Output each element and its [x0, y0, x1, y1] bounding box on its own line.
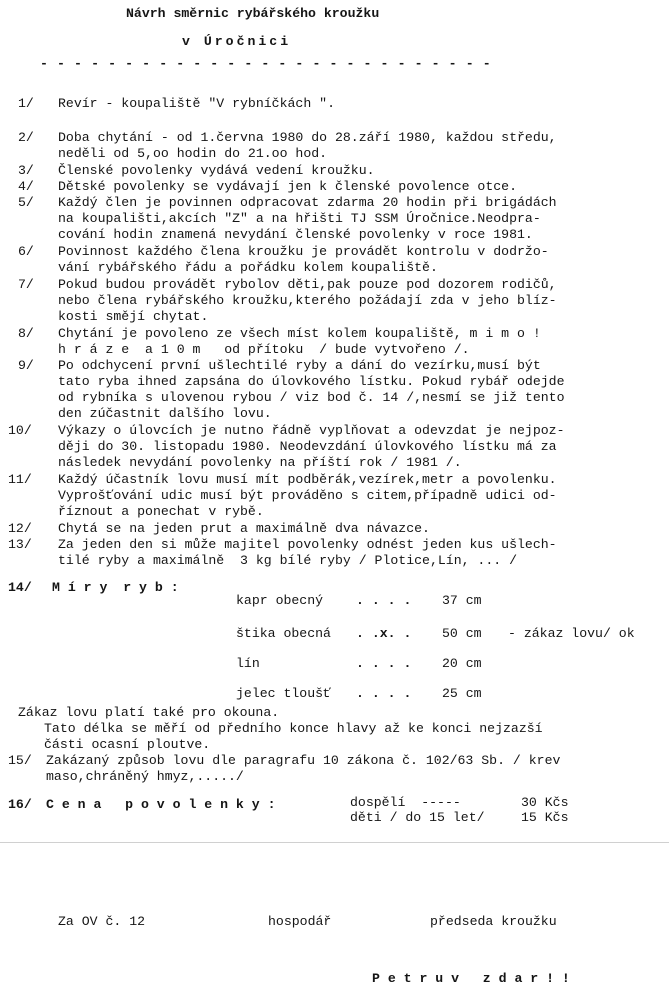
item-number: 7/	[18, 277, 34, 292]
item-line: Chytání je povoleno ze všech míst kolem koupaliště, m i m o !	[58, 326, 541, 341]
item-number: 3/	[18, 163, 34, 178]
item-number: 4/	[18, 179, 34, 194]
closing-greeting: P e t r u v z d a r ! !	[372, 971, 570, 986]
fish-name: jelec tloušť	[236, 686, 331, 701]
item-line: Každý účastník lovu musí mít podběrák,vezírek,metr a povolenku.	[58, 472, 557, 487]
item-line: den zúčastnit dalšího lovu.	[58, 406, 272, 421]
item-line: maso,chráněný hmyz,...../	[46, 769, 244, 784]
item-line: Chytá se na jeden prut a maximálně dva návazce.	[58, 521, 430, 536]
item-line: Za jeden den si může majitel povolenky odnést jeden kus ušlech-	[58, 537, 557, 552]
item-line: na koupališti,akcích "Z" a na hřišti TJ SSM Úročnice.Neodpra-	[58, 211, 541, 226]
item-line: kosti smějí chytat.	[58, 309, 209, 324]
item-number: 8/	[18, 326, 34, 341]
item-line: Každý člen je povinnen odpracovat zdarma 20 hodin při brigádách	[58, 195, 557, 210]
item-number: 5/	[18, 195, 34, 210]
item-number: 10/	[8, 423, 32, 438]
fish-size: 37 cm	[442, 593, 482, 608]
document-subtitle: v Úročnici	[182, 34, 292, 49]
item-line: tilé ryby a maximálně 3 kg bílé ryby / Plotice,Lín, ... /	[58, 553, 517, 568]
child-label: děti / do 15 let/	[350, 810, 485, 825]
header-rule: - - - - - - - - - - - - - - - - - - - - - - - - - - -	[40, 56, 492, 71]
sizes-note: Zákaz lovu platí také pro okouna.	[18, 705, 280, 720]
item-number: 9/	[18, 358, 34, 373]
item-line: neděli od 5,oo hodin do 21.oo hod.	[58, 146, 328, 161]
fish-name: štika obecná	[236, 626, 331, 641]
fish-dots: . . . .	[356, 686, 412, 701]
fish-size: 25 cm	[442, 686, 482, 701]
item-number: 6/	[18, 244, 34, 259]
item-number: 13/	[8, 537, 32, 552]
fish-name: lín	[236, 656, 260, 671]
item-line: Po odchycení první ušlechtilé ryby a dání do vezírku,musí být	[58, 358, 541, 373]
item-line: následek nevydání povolenky na příští rok / 1981 /.	[58, 455, 462, 470]
item-line: nebo člena rybářského kroužku,kterého požádají zda v jeho blíz-	[58, 293, 557, 308]
item-line: Pokud budou provádět rybolov děti,pak pouze pod dozorem rodičů,	[58, 277, 557, 292]
signature-role-chairman: předseda kroužku	[430, 914, 557, 929]
item-number: 12/	[8, 521, 32, 536]
sizes-note: Tato délka se měří od předního konce hlavy až ke konci nejzazší	[44, 721, 543, 736]
item-line: ději do 30. listopadu 1980. Neodevzdání úlovkového lístku má za	[58, 439, 557, 454]
item-line: h r á z e a 1 0 m od přítoku / bude vytvořeno /.	[58, 342, 470, 357]
item-line: Revír - koupaliště "V rybníčkách ".	[58, 96, 335, 111]
adult-label: dospělí -----	[350, 795, 461, 810]
sizes-note: části ocasní ploutve.	[44, 737, 211, 752]
signature-org: Za OV č. 12	[58, 914, 146, 929]
item-line: Doba chytání - od 1.června 1980 do 28.září 1980, každou středu,	[58, 130, 557, 145]
item-line: říznout a ponechat v rybě.	[58, 504, 264, 519]
item-line: Zakázaný způsob lovu dle paragrafu 10 zákona č. 102/63 Sb. / krev	[46, 753, 561, 768]
page-fold	[0, 842, 669, 843]
item-line: cování hodin znamená nevydání členské povolenky v roce 1981.	[58, 227, 533, 242]
signature-role-treasurer: hospodář	[268, 914, 332, 929]
sizes-number: 14/	[8, 580, 32, 595]
adult-price: 30 Kčs	[521, 795, 569, 810]
item-line: Výkazy o úlovcích je nutno řádně vyplňovat a odevzdat je nejpoz-	[58, 423, 565, 438]
document-title: Návrh směrnic rybářského kroužku	[126, 6, 380, 21]
fish-dots: . . . .	[356, 656, 412, 671]
fish-size: 50 cm	[442, 626, 482, 641]
item-line: Dětské povolenky se vydávají jen k členské povolence otce.	[58, 179, 517, 194]
item-line: tato ryba ihned zapsána do úlovkového lístku. Pokud rybář odejde	[58, 374, 565, 389]
item-line: Vyprošťování udic musí být prováděno s citem,případně udici od-	[58, 488, 557, 503]
fish-size: 20 cm	[442, 656, 482, 671]
item-number: 1/	[18, 96, 34, 111]
fish-note: - zákaz lovu/ ok	[508, 626, 635, 641]
item-line: vání rybářského řádu a pořádku kolem koupaliště.	[58, 260, 438, 275]
price-number: 16/	[8, 797, 32, 812]
fish-dots: . . . .	[356, 593, 412, 608]
fish-name: kapr obecný	[236, 593, 324, 608]
item-line: Členské povolenky vydává vedení kroužku.	[58, 163, 375, 178]
item-number: 11/	[8, 472, 32, 487]
item-line: Povinnost každého člena kroužku je provádět kontrolu v dodržo-	[58, 244, 549, 259]
sizes-label: M í r y r y b :	[52, 580, 179, 595]
fish-dots: . .x. .	[356, 626, 412, 641]
price-label: C e n a p o v o l e n k y :	[46, 797, 276, 812]
item-line: od rybníka s ulovenou rybou / viz bod č. 14 /,nesmí se již tento	[58, 390, 565, 405]
child-price: 15 Kčs	[521, 810, 569, 825]
item-number: 15/	[8, 753, 32, 768]
item-number: 2/	[18, 130, 34, 145]
